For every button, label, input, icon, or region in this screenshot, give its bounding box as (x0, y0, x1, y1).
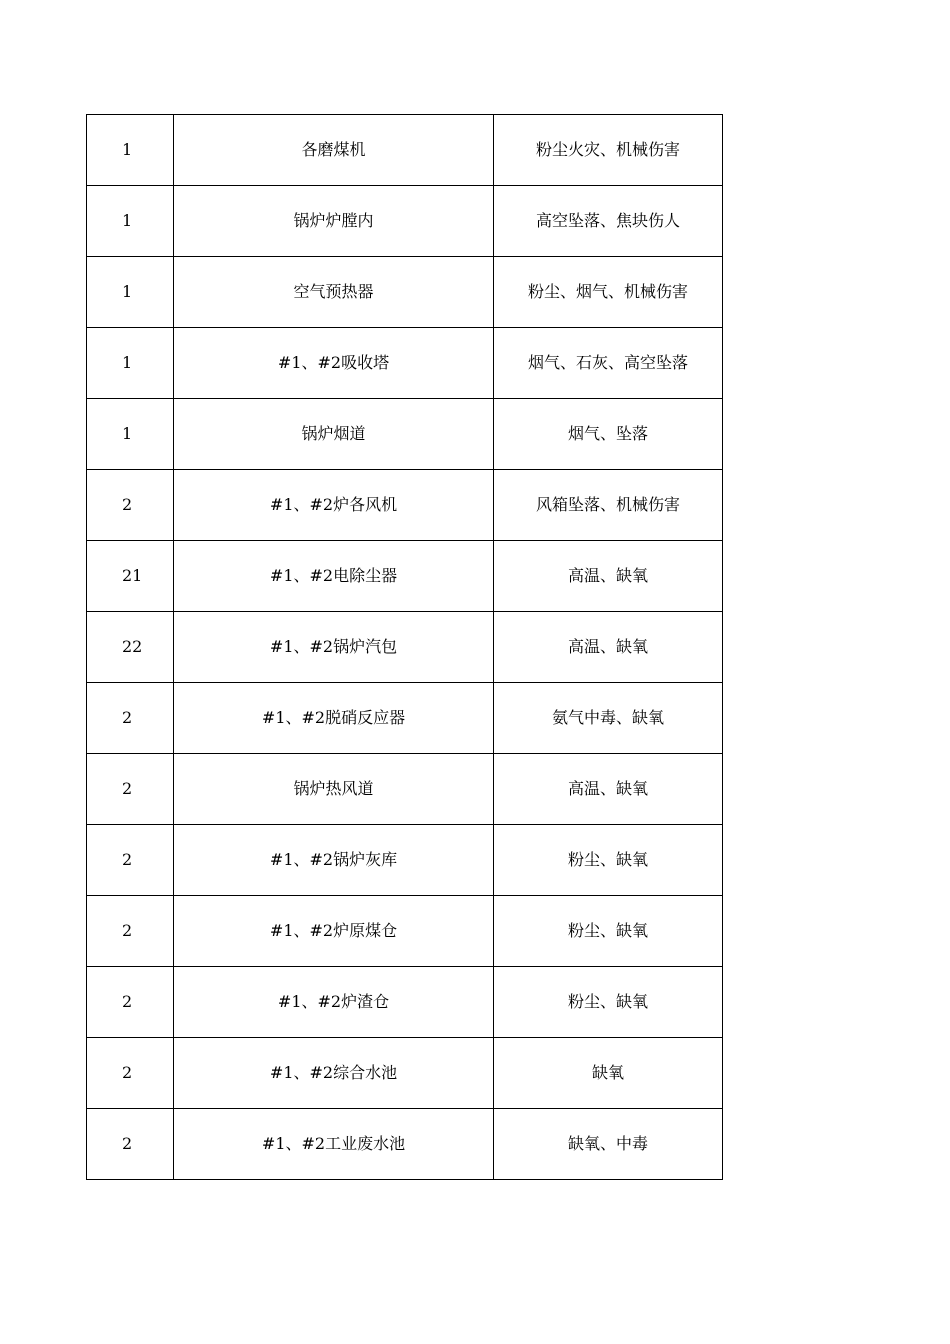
hazard-cell: 粉尘、缺氧 (494, 896, 723, 967)
table-row (87, 612, 723, 683)
location-cell: #1、#2锅炉灰库 (174, 825, 494, 896)
location-cell: 空气预热器 (174, 257, 494, 328)
row-number-cell: 2 (87, 1109, 174, 1180)
hazard-cell: 风箱坠落、机械伤害 (494, 470, 723, 541)
table-row (87, 896, 723, 967)
location-cell: #1、#2锅炉汽包 (174, 612, 494, 683)
location-cell: #1、#2工业废水池 (174, 1109, 494, 1180)
location-cell: #1、#2电除尘器 (174, 541, 494, 612)
location-cell: 锅炉烟道 (174, 399, 494, 470)
row-number-cell: 2 (87, 683, 174, 754)
location-cell: 锅炉炉膛内 (174, 186, 494, 257)
table-row (87, 328, 723, 399)
location-cell: #1、#2吸收塔 (174, 328, 494, 399)
hazard-cell: 氨气中毒、缺氧 (494, 683, 723, 754)
hazard-cell: 缺氧 (494, 1038, 723, 1109)
table-row (87, 257, 723, 328)
table-row (87, 470, 723, 541)
row-number-cell: 2 (87, 825, 174, 896)
table-row (87, 1038, 723, 1109)
row-number-cell: 1 (87, 257, 174, 328)
hazard-cell: 高温、缺氧 (494, 754, 723, 825)
table-row (87, 541, 723, 612)
row-number-cell: 2 (87, 470, 174, 541)
location-cell: 锅炉热风道 (174, 754, 494, 825)
hazard-cell: 高温、缺氧 (494, 541, 723, 612)
row-number-cell: 22 (87, 612, 174, 683)
table-row (87, 115, 723, 186)
hazard-cell: 烟气、坠落 (494, 399, 723, 470)
hazard-cell: 粉尘、烟气、机械伤害 (494, 257, 723, 328)
location-cell: #1、#2炉原煤仓 (174, 896, 494, 967)
table-row (87, 967, 723, 1038)
hazard-cell: 高温、缺氧 (494, 612, 723, 683)
row-number-cell: 1 (87, 328, 174, 399)
row-number-cell: 1 (87, 186, 174, 257)
table-row (87, 186, 723, 257)
table-row (87, 683, 723, 754)
table-row (87, 1109, 723, 1180)
row-number-cell: 1 (87, 399, 174, 470)
hazard-cell: 烟气、石灰、高空坠落 (494, 328, 723, 399)
hazard-cell: 高空坠落、焦块伤人 (494, 186, 723, 257)
hazard-cell: 粉尘火灾、机械伤害 (494, 115, 723, 186)
location-cell: #1、#2脱硝反应器 (174, 683, 494, 754)
hazard-table (86, 114, 723, 1180)
row-number-cell: 2 (87, 967, 174, 1038)
location-cell: 各磨煤机 (174, 115, 494, 186)
table-row (87, 399, 723, 470)
location-cell: #1、#2炉渣仓 (174, 967, 494, 1038)
table-row (87, 825, 723, 896)
hazard-cell: 粉尘、缺氧 (494, 825, 723, 896)
table-row (87, 754, 723, 825)
location-cell: #1、#2综合水池 (174, 1038, 494, 1109)
row-number-cell: 1 (87, 115, 174, 186)
row-number-cell: 2 (87, 1038, 174, 1109)
row-number-cell: 2 (87, 896, 174, 967)
hazard-cell: 粉尘、缺氧 (494, 967, 723, 1038)
row-number-cell: 21 (87, 541, 174, 612)
hazard-table-body (87, 115, 723, 1180)
row-number-cell: 2 (87, 754, 174, 825)
hazard-cell: 缺氧、中毒 (494, 1109, 723, 1180)
location-cell: #1、#2炉各风机 (174, 470, 494, 541)
